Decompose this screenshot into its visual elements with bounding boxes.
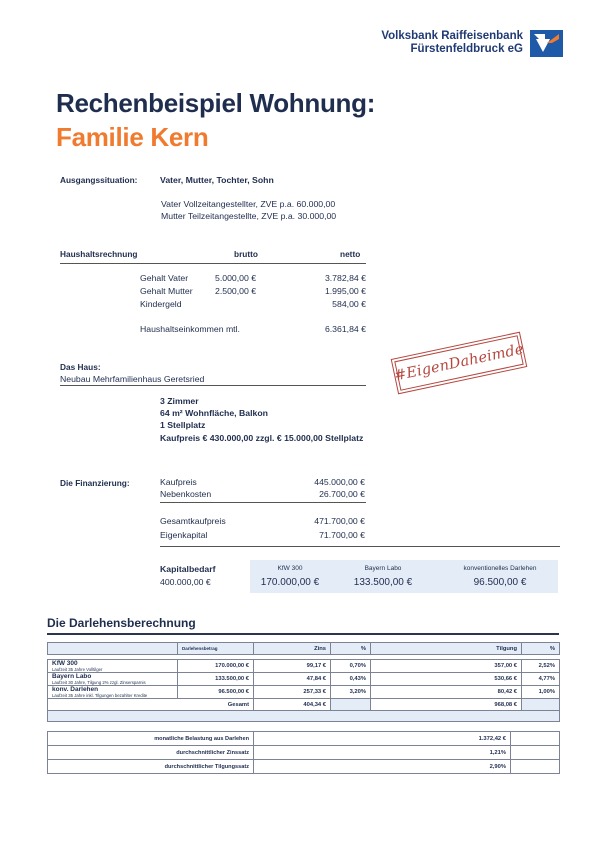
summary-label: durchschnittlicher Tilgungssatz xyxy=(48,760,254,774)
summary-value: 2,90% xyxy=(254,760,511,774)
finanz-divider-2 xyxy=(160,546,560,547)
haushalt-netto-header: netto xyxy=(340,249,361,259)
finanz-gesamt-value: 471.700,00 € xyxy=(314,516,365,526)
finanz-gesamt-label: Gesamtkaufpreis xyxy=(160,516,226,526)
row-zins-pct: 3,20% xyxy=(331,686,371,699)
tag-konv-value: 96.500,00 € xyxy=(473,577,527,588)
row-zins: 47,84 € xyxy=(254,673,331,686)
haus-kaufpreis: Kaufpreis € 430.000,00 zzgl. € 15.000,00 Stellplatz xyxy=(160,433,364,443)
tag-kfw-name: KfW 300 xyxy=(277,565,303,572)
row-sub: Laufzeit 30 Jahre, Tilgung 2% zzgl. Zinsersparnis xyxy=(52,680,146,685)
kindergeld-netto: 584,00 € xyxy=(332,299,366,309)
bank-name-line1: Volksbank Raiffeisenbank xyxy=(381,30,523,42)
summary-label: monatliche Belastung aus Darlehen xyxy=(48,732,254,746)
finanz-label: Die Finanzierung: xyxy=(60,478,130,488)
table-header-row xyxy=(48,643,560,655)
row-zins: 257,33 € xyxy=(254,686,331,699)
summary-value: 1.372,42 € xyxy=(254,732,511,746)
total-empty-pct2 xyxy=(522,699,560,711)
finanz-nebenkosten-label: Nebenkosten xyxy=(160,489,212,499)
row-zins: 99,17 € xyxy=(254,660,331,673)
header-betrag: Darlehensbetrag xyxy=(178,643,254,655)
tag-labo-name: Bayern Labo xyxy=(364,565,402,572)
tag-konv-name: konventionelles Darlehen xyxy=(463,565,537,572)
vr-logo-icon xyxy=(530,30,563,57)
darlehen-title-underline xyxy=(47,633,559,635)
gehalt-vater-netto: 3.782,84 € xyxy=(324,273,366,283)
total-empty-pct1 xyxy=(331,699,371,711)
row-name: konv. Darlehen xyxy=(52,686,99,693)
table-row xyxy=(48,660,560,673)
row-name-cell xyxy=(48,673,178,686)
row-betrag: 170.000,00 € xyxy=(178,660,254,673)
header-zins: Zins xyxy=(254,643,331,655)
tag-kfw xyxy=(260,565,320,588)
ausgang-line2: Mutter Teilzeitangestellte, ZVE p.a. 30.000,00 xyxy=(161,211,337,221)
header-pct2: % xyxy=(522,643,560,655)
haus-label: Das Haus: xyxy=(60,362,101,372)
finanz-divider-1 xyxy=(160,502,366,503)
summary-row xyxy=(48,746,560,760)
table-total-row xyxy=(48,699,560,711)
row-name-cell xyxy=(48,686,178,699)
kapitalbedarf-value: 400.000,00 € xyxy=(160,577,211,587)
kindergeld-label: Kindergeld xyxy=(140,299,182,309)
tag-labo-value: 133.500,00 € xyxy=(353,577,413,588)
row-sub: Laufzeit 35 Jahre inkl. Tilgungen bezahlter Kredite xyxy=(52,693,148,698)
header-tilgung: Tilgung xyxy=(371,643,522,655)
haus-zimmer: 3 Zimmer xyxy=(160,396,199,406)
ausgang-label: Ausgangssituation: xyxy=(60,175,138,185)
gehalt-vater-label: Gehalt Vater xyxy=(140,273,189,283)
finanz-kaufpreis-value: 445.000,00 € xyxy=(314,477,365,487)
finanz-kaufpreis-label: Kaufpreis xyxy=(160,477,197,487)
row-tilgung: 357,00 € xyxy=(371,660,522,673)
gehalt-mutter-netto: 1.995,00 € xyxy=(324,286,366,296)
row-tilgung-pct: 2,52% xyxy=(522,660,560,673)
summary-value: 1,21% xyxy=(254,746,511,760)
row-name: KfW 300 xyxy=(52,660,78,667)
row-tilgung: 530,66 € xyxy=(371,673,522,686)
bank-name-line2: Fürstenfeldbruck eG xyxy=(410,43,523,55)
total-tilgung: 968,08 € xyxy=(371,699,522,711)
tag-kfw-value: 170.000,00 € xyxy=(260,577,320,588)
row-name-cell xyxy=(48,660,178,673)
tag-konv xyxy=(450,565,550,588)
haus-divider xyxy=(60,385,366,386)
haushaltseinkommen-label: Haushaltseinkommen mtl. xyxy=(140,324,240,334)
summary-label: durchschnittlicher Zinssatz xyxy=(48,746,254,760)
haus-desc: Neubau Mehrfamilienhaus Geretsried xyxy=(60,374,205,384)
haushalt-divider xyxy=(60,263,366,264)
row-zins-pct: 0,43% xyxy=(331,673,371,686)
darlehen-split-panel xyxy=(250,560,558,593)
row-sub: Laufzeit 35 Jahre Volltilger xyxy=(52,667,103,672)
total-zins: 404,34 € xyxy=(254,699,331,711)
table-row xyxy=(48,673,560,686)
row-tilgung: 80,42 € xyxy=(371,686,522,699)
darlehen-title: Die Darlehensberechnung xyxy=(47,616,196,630)
table-shaded-spacer xyxy=(48,711,560,722)
summary-row xyxy=(48,732,560,746)
row-zins-pct: 0,70% xyxy=(331,660,371,673)
ausgang-family: Vater, Mutter, Tochter, Sohn xyxy=(160,175,274,185)
row-tilgung-pct: 4,77% xyxy=(522,673,560,686)
eigen-daheim-stamp: #EigenDaheimde xyxy=(391,332,528,395)
page-subtitle: Familie Kern xyxy=(56,122,209,152)
kapitalbedarf-label: Kapitalbedarf xyxy=(160,564,216,574)
row-tilgung-pct: 1,00% xyxy=(522,686,560,699)
finanz-eigenkapital-label: Eigenkapital xyxy=(160,530,208,540)
row-name: Bayern Labo xyxy=(52,673,92,680)
header-pct1: % xyxy=(331,643,371,655)
summary-table xyxy=(47,731,560,774)
table-row xyxy=(48,686,560,699)
gehalt-mutter-brutto: 2.500,00 € xyxy=(215,286,257,296)
haus-stellplatz: 1 Stellplatz xyxy=(160,420,206,430)
bank-name xyxy=(283,30,523,56)
haus-flaeche: 64 m² Wohnfläche, Balkon xyxy=(160,408,268,418)
haushalt-label: Haushaltsrechnung xyxy=(60,249,138,259)
haushaltseinkommen-value: 6.361,84 € xyxy=(324,324,366,334)
finanz-nebenkosten-value: 26.700,00 € xyxy=(319,489,365,499)
haushalt-brutto-header: brutto xyxy=(234,249,258,259)
gehalt-vater-brutto: 5.000,00 € xyxy=(215,273,257,283)
ausgang-line1: Vater Vollzeitangestellter, ZVE p.a. 60.000,00 xyxy=(161,199,336,209)
darlehen-table xyxy=(47,642,560,722)
summary-row xyxy=(48,760,560,774)
page-title: Rechenbeispiel Wohnung: xyxy=(56,88,376,118)
finanz-eigenkapital-value: 71.700,00 € xyxy=(319,530,365,540)
tag-labo xyxy=(348,565,418,588)
row-betrag: 133.500,00 € xyxy=(178,673,254,686)
row-betrag: 96.500,00 € xyxy=(178,686,254,699)
total-label: Gesamt xyxy=(48,699,254,711)
gehalt-mutter-label: Gehalt Mutter xyxy=(140,286,193,296)
header-empty-cell xyxy=(48,643,178,655)
